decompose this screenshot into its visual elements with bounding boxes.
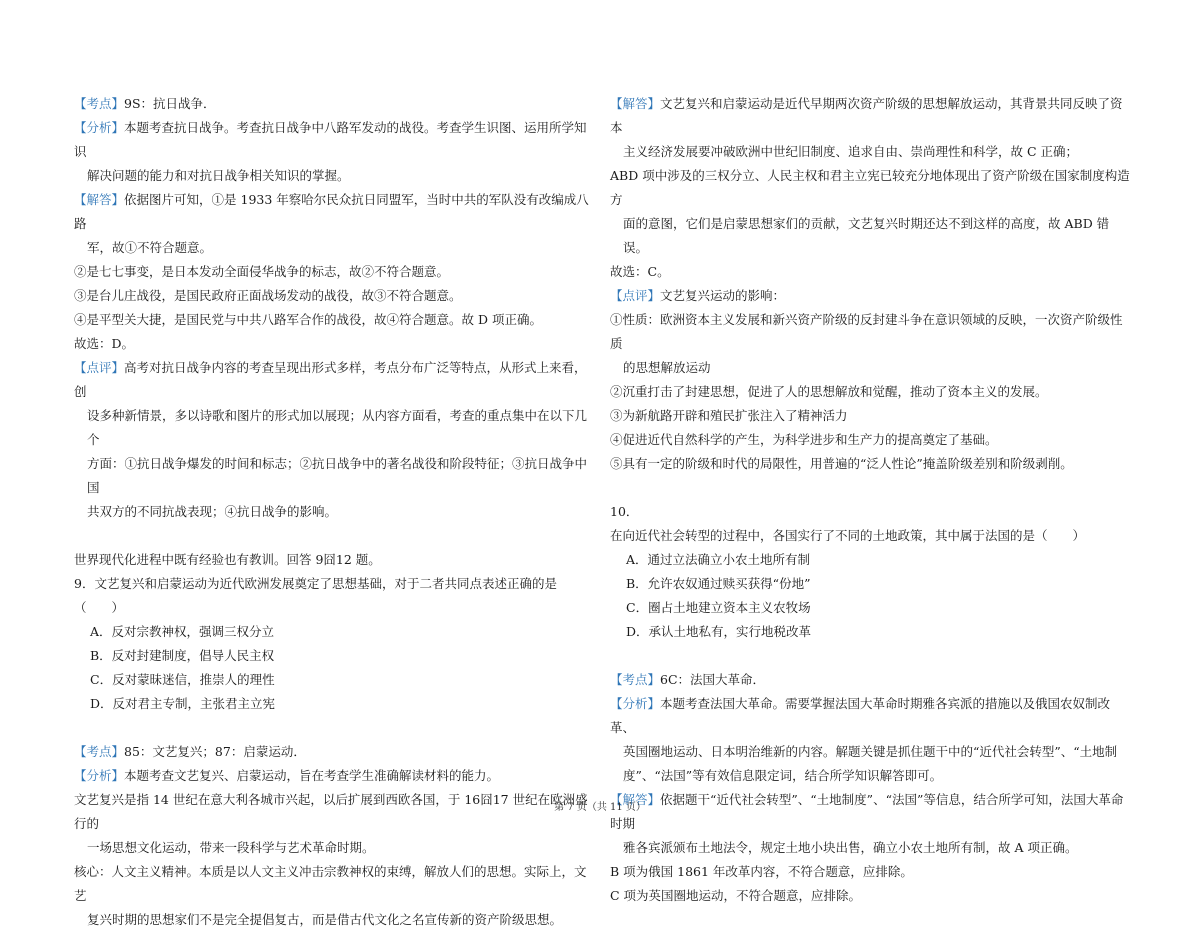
q8-line-4: ④是平型关大捷，是国民党与中共八路军合作的战役，故④符合题意。故 D 项正确。 bbox=[74, 312, 542, 327]
q10-option-b: B．允许农奴通过赎买获得“份地” bbox=[626, 576, 811, 591]
jieda-text: 依据题干“近代社会转型”、“土地制度”、“法国”等信息，结合所学可知，法国大革命时期 bbox=[610, 792, 1124, 831]
q9-option-b: B．反对封建制度，倡导人民主权 bbox=[90, 648, 275, 663]
q8-fenxi-cont: 解决问题的能力和对抗日战争相关知识的掌握。 bbox=[87, 168, 350, 183]
dianping-tag: 【点评】 bbox=[74, 360, 125, 375]
fenxi-tag: 【分析】 bbox=[74, 768, 125, 783]
jieda-text: 依据图片可知，①是 1933 年察哈尔民众抗日同盟军，当时中共的军队没有改编成八路 bbox=[74, 192, 589, 231]
q9-stem: 9．文艺复兴和启蒙运动为近代欧洲发展奠定了思想基础，对于二者共同点表述正确的是（ ） bbox=[74, 576, 557, 615]
q8-dianping bbox=[74, 356, 594, 404]
q9-dianping bbox=[610, 284, 1132, 308]
kaodian-tag: 【考点】 bbox=[74, 744, 125, 759]
kaodian-text: 85：文艺复兴；87：启蒙运动． bbox=[124, 744, 306, 759]
right-column bbox=[610, 92, 1132, 908]
page-footer: 第 7 页（共 11 页） bbox=[554, 802, 646, 813]
q8-line-3: ③是台儿庄战役，是国民政府正面战场发动的战役，故③不符合题意。 bbox=[74, 288, 462, 303]
q9-option-a: A．反对宗教神权，强调三权分立 bbox=[90, 624, 275, 639]
q8-jieda-cont: 军，故①不符合题意。 bbox=[87, 240, 213, 255]
kaodian-text: 9S：抗日战争． bbox=[124, 96, 216, 111]
section-intro: 世界现代化进程中既有经验也有教训。回答 9囧12 题。 bbox=[74, 552, 381, 567]
impact-5: ⑤具有一定的阶级和时代的局限性，用普遍的“泛人性论”掩盖阶级差别和阶级剥削。 bbox=[610, 456, 1073, 471]
q10-option-d: D．承认土地私有，实行地税改革 bbox=[626, 624, 812, 639]
jieda-tag: 【解答】 bbox=[74, 192, 125, 207]
impact-1-cont: 的思想解放运动 bbox=[623, 360, 711, 375]
kaodian-text: 6C：法国大革命． bbox=[660, 672, 766, 687]
q9-kaodian bbox=[74, 740, 594, 764]
impact-2: ②沉重打击了封建思想，促进了人的思想解放和觉醒，推动了资本主义的发展。 bbox=[610, 384, 1048, 399]
jieda-text: 文艺复兴和启蒙运动是近代早期两次资产阶级的思想解放运动，其背景共同反映了资本 bbox=[610, 96, 1123, 135]
q9-line-3: ABD 项中涉及的三权分立、人民主权和君主立宪已较充分地体现出了资产阶级在国家制度构造方 bbox=[610, 168, 1130, 207]
q9-para-2-cont: 复兴时期的思想家们不是完全提倡复古，而是借古代文化之名宣传新的资产阶级思想。 bbox=[87, 912, 563, 927]
q8-dianping-cont-3: 共双方的不同抗战表现；④抗日战争的影响。 bbox=[87, 504, 338, 519]
q10-jieda-cont: 雅各宾派颁布土地法令，规定土地小块出售，确立小农土地所有制，故 A 项正确。 bbox=[623, 840, 1078, 855]
q10-line-b: B 项为俄国 1861 年改革内容，不符合题意，应排除。 bbox=[610, 864, 913, 879]
fenxi-tag: 【分析】 bbox=[74, 120, 125, 135]
q8-fenxi bbox=[74, 116, 594, 164]
q10-fenxi-cont-1: 英国圈地运动、日本明治维新的内容。解题关键是抓住题干中的“近代社会转型”、“土地制 bbox=[623, 744, 1118, 759]
q10-kaodian bbox=[610, 668, 1132, 692]
q10-option-a: A．通过立法确立小农土地所有制 bbox=[626, 552, 811, 567]
impact-1: ①性质：欧洲资本主义发展和新兴资产阶级的反封建斗争在意识领域的反映，一次资产阶级性质 bbox=[610, 312, 1123, 351]
q9-para-2: 核心：人文主义精神。本质是以人文主义冲击宗教神权的束缚，解放人们的思想。实际上，文艺 bbox=[74, 864, 587, 903]
q9-line-4: 面的意图，它们是启蒙思想家们的贡献，文艺复兴时期还达不到这样的高度，故 ABD 错误。 bbox=[623, 216, 1110, 255]
fenxi-tag: 【分析】 bbox=[610, 696, 661, 711]
jieda-tag: 【解答】 bbox=[610, 792, 661, 807]
q10-line-c: C 项为英国圈地运动，不符合题意，应排除。 bbox=[610, 888, 862, 903]
kaodian-tag: 【考点】 bbox=[610, 672, 661, 687]
q10-fenxi-cont-2: 度”、“法国”等有效信息限定词，结合所学知识解答即可。 bbox=[623, 768, 943, 783]
q10-option-c: C．圈占土地建立资本主义农牧场 bbox=[626, 600, 811, 615]
q10-fenxi bbox=[610, 692, 1132, 740]
dianping-text: 高考对抗日战争内容的考查呈现出形式多样，考点分布广泛等特点，从形式上来看，创 bbox=[74, 360, 587, 399]
q9-option-d: D．反对君主专制，主张君主立宪 bbox=[90, 696, 276, 711]
q9-para-1-cont: 一场思想文化运动，带来一段科学与艺术革命时期。 bbox=[87, 840, 375, 855]
q9-option-c: C．反对蒙昧迷信，推崇人的理性 bbox=[90, 672, 275, 687]
q8-dianping-cont-1: 设多种新情景，多以诗歌和图片的形式加以展现；从内容方面看，考查的重点集中在以下几个 bbox=[87, 408, 588, 447]
impact-3: ③为新航路开辟和殖民扩张注入了精神活力 bbox=[610, 408, 848, 423]
q9-fenxi bbox=[74, 764, 594, 788]
fenxi-text: 本题考查法国大革命。需要掌握法国大革命时期雅各宾派的措施以及俄国农奴制改革、 bbox=[610, 696, 1111, 735]
q9-jieda-cont: 主义经济发展要冲破欧洲中世纪旧制度、追求自由、崇尚理性和科学，故 C 正确； bbox=[623, 144, 1079, 159]
q8-dianping-cont-2: 方面：①抗日战争爆发的时间和标志；②抗日战争中的著名战役和阶段特征；③抗日战争中国 bbox=[87, 456, 588, 495]
fenxi-text: 本题考查文艺复兴、启蒙运动，旨在考查学生准确解读材料的能力。 bbox=[124, 768, 500, 783]
q9-para-1: 文艺复兴是指 14 世纪在意大利各城市兴起，以后扩展到西欧各国，于 16囧17 世纪在欧洲盛行的 bbox=[74, 792, 588, 831]
dianping-text: 文艺复兴运动的影响： bbox=[660, 288, 786, 303]
jieda-tag: 【解答】 bbox=[610, 96, 661, 111]
q9-answer: 故选：C。 bbox=[610, 264, 670, 279]
q10-stem: 在向近代社会转型的过程中，各国实行了不同的土地政策，其中属于法国的是（ ） bbox=[610, 528, 1086, 543]
impact-4: ④促进近代自然科学的产生，为科学进步和生产力的提高奠定了基础。 bbox=[610, 432, 998, 447]
q8-line-2: ②是七七事变，是日本发动全面侵华战争的标志，故②不符合题意。 bbox=[74, 264, 450, 279]
q9-jieda bbox=[610, 92, 1132, 140]
q8-jieda bbox=[74, 188, 594, 236]
q8-answer: 故选：D。 bbox=[74, 336, 135, 351]
dianping-tag: 【点评】 bbox=[610, 288, 661, 303]
fenxi-text: 本题考查抗日战争。考查抗日战争中八路军发动的战役。考查学生识图、运用所学知识 bbox=[74, 120, 587, 159]
q8-kaodian bbox=[74, 92, 594, 116]
kaodian-tag: 【考点】 bbox=[74, 96, 125, 111]
q10-number: 10． bbox=[610, 504, 639, 519]
